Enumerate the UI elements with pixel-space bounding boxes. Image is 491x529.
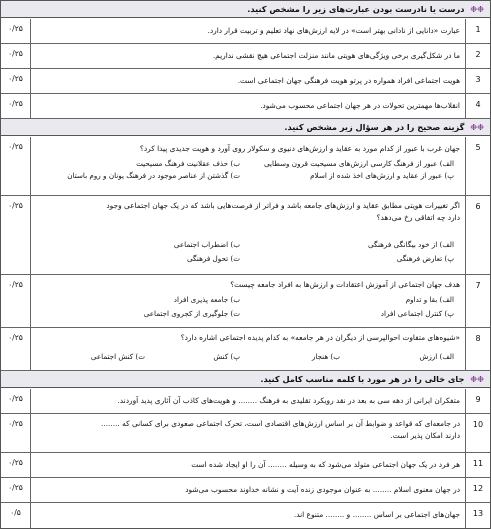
question-number: 5: [465, 137, 490, 195]
answer-option[interactable]: پ) کنش: [213, 352, 240, 361]
answer-option[interactable]: پ) کنترل اجتماعی افراد: [380, 309, 454, 318]
answer-option[interactable]: ت) تحول فرهنگی: [186, 254, 240, 263]
question-score: ۰/۲۵: [1, 478, 31, 502]
section-header-true-false: [1, 1, 490, 18]
question-text-block: [37, 418, 460, 442]
question-row: [1, 196, 490, 275]
question-number: 7: [465, 275, 490, 327]
question-row: [1, 328, 490, 371]
question-text-line: در جامعه‌ای که قواعد و ضوابط آن بر اساس ارزش‌های اقتصادی است، تحرک اجتماعی صعودی برای کسانی که ........: [100, 419, 460, 428]
question-score: ۰/۲۵: [1, 328, 31, 370]
question-score: ۰/۵: [1, 503, 31, 528]
question-score: ۰/۲۵: [1, 44, 31, 68]
question-row: [1, 453, 490, 478]
question-text: متفکران ایرانی از دهه سی به بعد در نقد رویکرد تقلیدی به فرهنگ ........ و هویت‌های کاذب آن آثاری پدید آوردند.: [117, 396, 460, 405]
question-row: [1, 44, 490, 69]
question-score: ۰/۲۵: [1, 196, 31, 274]
answer-option[interactable]: الف) ارزش: [419, 352, 454, 361]
question-number: 12: [465, 478, 490, 502]
answer-option[interactable]: پ) عبور از عقاید و ارزش‌های اخذ شده از اسلام: [310, 171, 454, 180]
header-star-icon: ❉❉: [470, 374, 484, 384]
question-text-block: [37, 200, 460, 224]
question-text-line: اگر تغییرات هویتی مطابق عقاید و ارزش‌های جامعه باشد و فراتر از فرصت‌هایی باشد که در یک جهان اجتماعی وجود: [106, 201, 460, 210]
question-row: [1, 94, 490, 119]
question-number: 13: [465, 503, 490, 528]
question-score: ۰/۲۵: [1, 414, 31, 452]
answer-option[interactable]: الف) عبور از فرهنگ کارسی ارزش‌های مسیحیت قرون وسطایی: [263, 159, 454, 168]
question-text-line: دارند امکان پذیر است.: [390, 431, 460, 440]
header-star-icon: ❉❉: [470, 122, 484, 132]
question-row: [1, 503, 490, 528]
question-row: [1, 137, 490, 196]
question-text: جهان‌های اجتماعی بر اساس ........ و ........ متنوع اند.: [293, 510, 460, 519]
answer-option[interactable]: پ) تعارض فرهنگی: [396, 254, 454, 263]
question-score: ۰/۲۵: [1, 389, 31, 413]
question-text: انقلاب‌ها مهمترین تحولات در هر جهان اجتماعی محسوب می‌شود.: [260, 101, 460, 110]
section-title: درست یا نادرست بودن عبارت‌های زیر را مشخص کنید.: [247, 4, 465, 14]
question-text: «شیوه‌های متفاوت احوالپرسی از دیگران در هر جامعه» به کدام پدیده اجتماعی اشاره دارد؟: [180, 333, 460, 342]
question-row: [1, 275, 490, 328]
question-number: 9: [465, 389, 490, 413]
answer-option[interactable]: ب) هنجار: [311, 352, 340, 361]
question-number: 8: [465, 328, 490, 370]
question-row: [1, 69, 490, 94]
answer-option[interactable]: ب) اضطراب اجتماعی: [173, 240, 240, 249]
question-number: 11: [465, 453, 490, 477]
question-score: ۰/۲۵: [1, 275, 31, 327]
question-score: ۰/۲۵: [1, 69, 31, 93]
question-text: عبارت «دانایی از نادانی بهتر است» در لایه ارزش‌های نهاد تعلیم و تربیت قرار دارد.: [207, 26, 460, 35]
answer-option[interactable]: الف) از خود بیگانگی فرهنگی: [367, 240, 454, 249]
question-row: [1, 389, 490, 414]
section-header-multiple-choice: [1, 119, 490, 136]
question-text: جهان غرب با عبور از کدام مورد به عقاید و ارزش‌های دنیوی و سکولار روی آورد و هویت جدیدی پیدا کرد؟: [139, 144, 460, 153]
question-row: [1, 19, 490, 44]
section-title: جای خالی را در هر مورد با کلمه مناسب کامل کنید.: [260, 374, 465, 384]
question-text: هر فرد در یک جهان اجتماعی متولد می‌شود که به وسیله ........ آن را او ایجاد شده است: [191, 460, 460, 469]
question-score: ۰/۲۵: [1, 19, 31, 43]
question-number: 2: [465, 44, 490, 68]
question-number: 10: [465, 414, 490, 452]
question-number: 3: [465, 69, 490, 93]
answer-option[interactable]: الف) بقا و تداوم: [405, 295, 454, 304]
question-text: هدف جهان اجتماعی از آموزش اعتقادات و ارزش‌ها به افراد جامعه چیست؟: [230, 280, 460, 289]
answer-option[interactable]: ت) گذشتن از عناصر موجود در فرهنگ یونان و روم باستان: [67, 171, 240, 180]
answer-option[interactable]: ت) جلوگیری از کجروی اجتماعی: [143, 309, 240, 318]
question-number: 1: [465, 19, 490, 43]
section-header-fill-blank: [1, 371, 490, 388]
answer-option[interactable]: ت) کنش اجتماعی: [90, 352, 145, 361]
question-text: هویت اجتماعی افراد همواره در پرتو هویت فرهنگی جهان اجتماعی است.: [237, 76, 460, 85]
question-row: [1, 478, 490, 503]
question-text: در جهان معنوی اسلام ........ به عنوان موجودی زنده آیت و نشانه خداوند محسوب می‌شود: [185, 485, 460, 494]
section-title: گزینه صحیح را در هر سؤال زیر مشخص کنید.: [284, 122, 465, 132]
question-row: [1, 414, 490, 453]
question-score: ۰/۲۵: [1, 94, 31, 118]
answer-option[interactable]: ب) جامعه پذیری افراد: [173, 295, 240, 304]
question-score: ۰/۲۵: [1, 137, 31, 195]
answer-option[interactable]: ب) حذف عقلانیت فرهنگ مسیحیت: [136, 159, 240, 168]
question-score: ۰/۲۵: [1, 453, 31, 477]
question-text-line: دارد چه اتفاقی رخ می‌دهد؟: [376, 213, 460, 222]
question-number: 4: [465, 94, 490, 118]
header-star-icon: ❉❉: [470, 4, 484, 14]
question-number: 6: [465, 196, 490, 274]
question-text: ما در شکل‌گیری برخی ویژگی‌های هویتی مانند منزلت اجتماعی هیچ نقشی نداریم.: [212, 51, 460, 60]
